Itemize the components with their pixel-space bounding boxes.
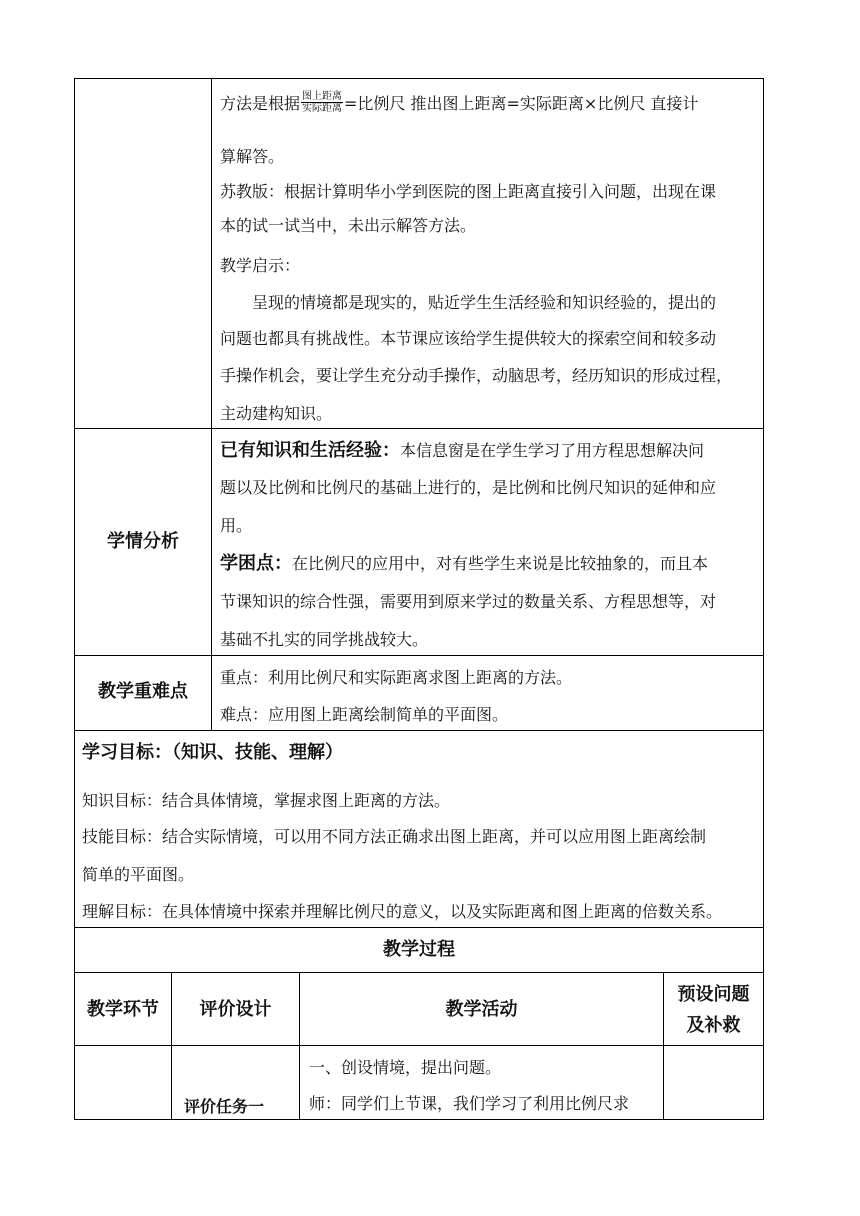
paragraph-line: 基础不扎实的同学挑战较大。 [220,630,429,649]
header-preset-questions: 预设问题 [677,984,750,1005]
paragraph-line: 本的试一试当中，未出示解答方法。 [220,216,477,235]
row-divider-keypoints [74,655,764,656]
header-teaching-activity: 教学活动 [445,999,518,1020]
header-teaching-step: 教学环节 [87,999,159,1020]
formula-prefix: 方法是根据 [220,94,301,113]
goal-line: 简单的平面图。 [82,865,195,884]
learning-goals-title: 学习目标：（知识、技能、理解） [82,742,343,763]
paragraph-line [220,441,704,461]
paragraph-text: 本信息窗是在学生学习了用方程思想解决问 [400,441,705,460]
evaluation-task-1: 评价任务一 [183,1097,264,1116]
formula-line [220,93,698,116]
row-divider-header [74,972,764,973]
paragraph-line: 主动建构知识。 [220,404,333,423]
paragraph-heading: 学困点： [220,553,292,574]
row-divider-analysis [74,428,764,429]
table-top-border [74,78,764,79]
process-col-divider-2 [299,972,300,1120]
label-column-divider [211,78,212,731]
table-left-border [74,78,75,1120]
row-divider-first-step [74,1045,764,1046]
fraction-numerator: 图上距离 [302,91,343,102]
goal-line: 技能目标：结合实际情境，可以用不同方法正确求出图上距离，并可以应用图上距离绘制 [82,827,707,846]
paragraph-line: 节课知识的综合性强，需要用到原来学过的数量关系、方程思想等，对 [220,592,717,611]
fraction-denominator: 实际距离 [302,103,343,114]
paragraph-line: 用。 [220,516,253,535]
paragraph-line: 呈现的情境都是现实的，贴近学生生活经验和知识经验的，提出的 [252,293,717,312]
goal-line: 理解目标：在具体情境中探索并理解比例尺的意义，以及实际距离和图上距离的倍数关系。 [82,902,723,921]
activity-line: 师：同学们上节课，我们学习了利用比例尺求 [309,1094,630,1113]
difficult-point-line: 难点：应用图上距离绘制简单的平面图。 [220,705,509,724]
paragraph-line: 教学启示： [220,256,301,275]
paragraph-line: 题以及比例和比例尺的基础上进行的，是比例和比例尺知识的延伸和应 [220,478,717,497]
row-label-key-difficult-points: 教学重难点 [98,681,188,702]
paragraph-line: 算解答。 [220,147,285,166]
activity-line: 一、创设情境，提出问题。 [309,1058,502,1077]
teaching-process-title: 教学过程 [383,939,455,960]
formula-suffix: =比例尺 推出图上距离=实际距离×比例尺 直接计 [344,94,699,113]
header-evaluation-design: 评价设计 [199,999,272,1020]
paragraph-text: 在比例尺的应用中，对有些学生来说是比较抽象的，而且本 [292,554,709,573]
paragraph-line: 手操作机会，要让学生充分动手操作，动脑思考，经历知识的形成过程， [220,366,733,385]
row-label-student-analysis: 学情分析 [107,531,179,552]
paragraph-line: 问题也都具有挑战性。本节课应该给学生提供较大的探索空间和较多动 [220,329,717,348]
row-divider-goals [74,730,764,731]
row-divider-process [74,927,764,928]
table-bottom-border [74,1119,764,1120]
header-remedies: 及补救 [686,1015,741,1036]
paragraph-line [220,554,708,574]
key-point-line: 重点：利用比例尺和实际距离求图上距离的方法。 [220,668,573,687]
paragraph-heading: 已有知识和生活经验： [220,440,400,461]
table-right-border [763,78,764,1120]
paragraph-line: 苏教版：根据计算明华小学到医院的图上距离直接引入问题，出现在课 [220,182,717,201]
goal-line: 知识目标：结合具体情境，掌握求图上距离的方法。 [82,791,451,810]
distance-fraction [301,91,343,114]
